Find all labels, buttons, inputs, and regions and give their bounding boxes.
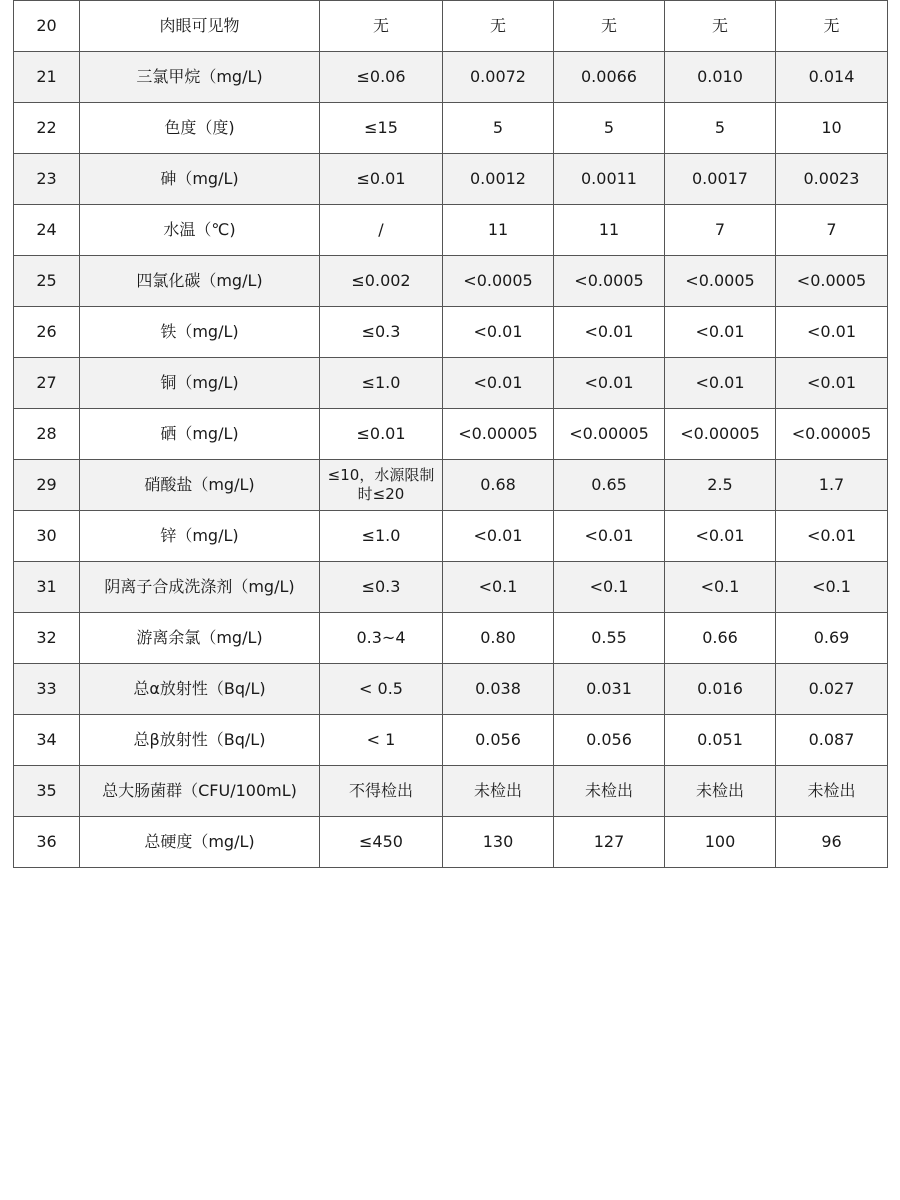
sample-result-cell-4: 0.087: [776, 715, 888, 766]
indicator-name-cell: 阴离子合成洗涤剂（mg/L): [80, 562, 320, 613]
table-row: [14, 817, 888, 868]
indicator-name-cell: 肉眼可见物: [80, 1, 320, 52]
standard-limit-cell: ≤10，水源限制时≤20: [320, 460, 443, 511]
sample-result-cell-1: 11: [443, 205, 554, 256]
indicator-name-cell: 色度（度): [80, 103, 320, 154]
sample-result-cell-1: 0.0072: [443, 52, 554, 103]
sample-result-cell-4: 10: [776, 103, 888, 154]
sample-result-cell-4: <0.00005: [776, 409, 888, 460]
standard-limit-cell: 0.3~4: [320, 613, 443, 664]
sample-result-cell-3: <0.00005: [665, 409, 776, 460]
indicator-name-cell: 锌（mg/L): [80, 511, 320, 562]
row-number-cell: 21: [14, 52, 80, 103]
row-number-cell: 24: [14, 205, 80, 256]
table-row: [14, 103, 888, 154]
sample-result-cell-4: 无: [776, 1, 888, 52]
sample-result-cell-4: 1.7: [776, 460, 888, 511]
water-quality-table: [13, 0, 888, 868]
indicator-name-cell: 总α放射性（Bq/L): [80, 664, 320, 715]
sample-result-cell-2: 5: [554, 103, 665, 154]
table-row: [14, 256, 888, 307]
table-row: [14, 1, 888, 52]
sample-result-cell-3: <0.01: [665, 307, 776, 358]
standard-limit-cell: ≤0.06: [320, 52, 443, 103]
standard-limit-cell: ≤1.0: [320, 511, 443, 562]
table-row: [14, 766, 888, 817]
sample-result-cell-3: 0.051: [665, 715, 776, 766]
row-number-cell: 28: [14, 409, 80, 460]
sample-result-cell-3: <0.0005: [665, 256, 776, 307]
sample-result-cell-4: 0.0023: [776, 154, 888, 205]
sample-result-cell-2: <0.00005: [554, 409, 665, 460]
sample-result-cell-1: 0.0012: [443, 154, 554, 205]
standard-limit-cell: ≤0.3: [320, 307, 443, 358]
standard-limit-cell: < 0.5: [320, 664, 443, 715]
sample-result-cell-4: 7: [776, 205, 888, 256]
standard-limit-cell: /: [320, 205, 443, 256]
indicator-name-cell: 硝酸盐（mg/L): [80, 460, 320, 511]
sample-result-cell-4: 0.69: [776, 613, 888, 664]
row-number-cell: 30: [14, 511, 80, 562]
sample-result-cell-2: <0.01: [554, 358, 665, 409]
table-body: [14, 1, 888, 868]
sample-result-cell-2: <0.1: [554, 562, 665, 613]
sample-result-cell-2: 未检出: [554, 766, 665, 817]
row-number-cell: 32: [14, 613, 80, 664]
table-row: [14, 307, 888, 358]
row-number-cell: 25: [14, 256, 80, 307]
indicator-name-cell: 砷（mg/L): [80, 154, 320, 205]
row-number-cell: 20: [14, 1, 80, 52]
sample-result-cell-3: 100: [665, 817, 776, 868]
standard-limit-cell: < 1: [320, 715, 443, 766]
sample-result-cell-2: 11: [554, 205, 665, 256]
indicator-name-cell: 三氯甲烷（mg/L): [80, 52, 320, 103]
table-row: [14, 664, 888, 715]
sample-result-cell-1: 0.68: [443, 460, 554, 511]
row-number-cell: 36: [14, 817, 80, 868]
sample-result-cell-4: <0.01: [776, 511, 888, 562]
row-number-cell: 23: [14, 154, 80, 205]
indicator-name-cell: 四氯化碳（mg/L): [80, 256, 320, 307]
sample-result-cell-4: 96: [776, 817, 888, 868]
sample-result-cell-1: <0.1: [443, 562, 554, 613]
sample-result-cell-1: 无: [443, 1, 554, 52]
sample-result-cell-2: 0.65: [554, 460, 665, 511]
table-row: [14, 358, 888, 409]
sample-result-cell-2: 0.056: [554, 715, 665, 766]
sample-result-cell-2: <0.01: [554, 307, 665, 358]
sample-result-cell-3: <0.01: [665, 511, 776, 562]
sample-result-cell-3: <0.01: [665, 358, 776, 409]
standard-limit-cell: ≤450: [320, 817, 443, 868]
sample-result-cell-3: 0.0017: [665, 154, 776, 205]
sample-result-cell-3: 0.010: [665, 52, 776, 103]
sample-result-cell-1: <0.01: [443, 511, 554, 562]
table-row: [14, 511, 888, 562]
table-row: [14, 205, 888, 256]
sample-result-cell-3: 2.5: [665, 460, 776, 511]
sample-result-cell-4: <0.01: [776, 358, 888, 409]
row-number-cell: 27: [14, 358, 80, 409]
sample-result-cell-3: 无: [665, 1, 776, 52]
sample-result-cell-3: 0.66: [665, 613, 776, 664]
standard-limit-cell: ≤0.3: [320, 562, 443, 613]
indicator-name-cell: 铁（mg/L): [80, 307, 320, 358]
table-row: [14, 460, 888, 511]
sample-result-cell-3: 未检出: [665, 766, 776, 817]
sample-result-cell-1: 0.80: [443, 613, 554, 664]
sample-result-cell-3: 5: [665, 103, 776, 154]
sample-result-cell-4: <0.0005: [776, 256, 888, 307]
standard-limit-cell: ≤0.002: [320, 256, 443, 307]
sample-result-cell-3: 7: [665, 205, 776, 256]
row-number-cell: 26: [14, 307, 80, 358]
row-number-cell: 35: [14, 766, 80, 817]
indicator-name-cell: 总硬度（mg/L): [80, 817, 320, 868]
row-number-cell: 34: [14, 715, 80, 766]
sample-result-cell-4: <0.1: [776, 562, 888, 613]
sample-result-cell-4: 0.014: [776, 52, 888, 103]
sample-result-cell-3: <0.1: [665, 562, 776, 613]
standard-limit-cell: 不得检出: [320, 766, 443, 817]
sample-result-cell-3: 0.016: [665, 664, 776, 715]
sample-result-cell-2: <0.01: [554, 511, 665, 562]
sample-result-cell-1: 未检出: [443, 766, 554, 817]
indicator-name-cell: 铜（mg/L): [80, 358, 320, 409]
indicator-name-cell: 总大肠菌群（CFU/100mL): [80, 766, 320, 817]
sample-result-cell-1: <0.01: [443, 307, 554, 358]
sample-result-cell-2: 0.031: [554, 664, 665, 715]
sample-result-cell-1: <0.0005: [443, 256, 554, 307]
sample-result-cell-1: 0.038: [443, 664, 554, 715]
sample-result-cell-2: 无: [554, 1, 665, 52]
table-row: [14, 562, 888, 613]
table-row: [14, 154, 888, 205]
table-row: [14, 715, 888, 766]
sample-result-cell-4: 0.027: [776, 664, 888, 715]
standard-limit-cell: ≤0.01: [320, 409, 443, 460]
sample-result-cell-4: 未检出: [776, 766, 888, 817]
table-row: [14, 409, 888, 460]
sample-result-cell-4: <0.01: [776, 307, 888, 358]
row-number-cell: 29: [14, 460, 80, 511]
indicator-name-cell: 水温（℃): [80, 205, 320, 256]
standard-limit-cell: ≤15: [320, 103, 443, 154]
sample-result-cell-1: 5: [443, 103, 554, 154]
table-row: [14, 52, 888, 103]
standard-limit-cell: ≤1.0: [320, 358, 443, 409]
indicator-name-cell: 总β放射性（Bq/L): [80, 715, 320, 766]
row-number-cell: 22: [14, 103, 80, 154]
indicator-name-cell: 游离余氯（mg/L): [80, 613, 320, 664]
standard-limit-cell: ≤0.01: [320, 154, 443, 205]
sample-result-cell-1: 130: [443, 817, 554, 868]
water-quality-table-container: [13, 0, 887, 868]
sample-result-cell-2: 0.0011: [554, 154, 665, 205]
sample-result-cell-2: 127: [554, 817, 665, 868]
row-number-cell: 33: [14, 664, 80, 715]
sample-result-cell-2: 0.0066: [554, 52, 665, 103]
row-number-cell: 31: [14, 562, 80, 613]
sample-result-cell-1: <0.00005: [443, 409, 554, 460]
sample-result-cell-1: <0.01: [443, 358, 554, 409]
sample-result-cell-2: <0.0005: [554, 256, 665, 307]
standard-limit-cell: 无: [320, 1, 443, 52]
sample-result-cell-2: 0.55: [554, 613, 665, 664]
sample-result-cell-1: 0.056: [443, 715, 554, 766]
table-row: [14, 613, 888, 664]
indicator-name-cell: 硒（mg/L): [80, 409, 320, 460]
